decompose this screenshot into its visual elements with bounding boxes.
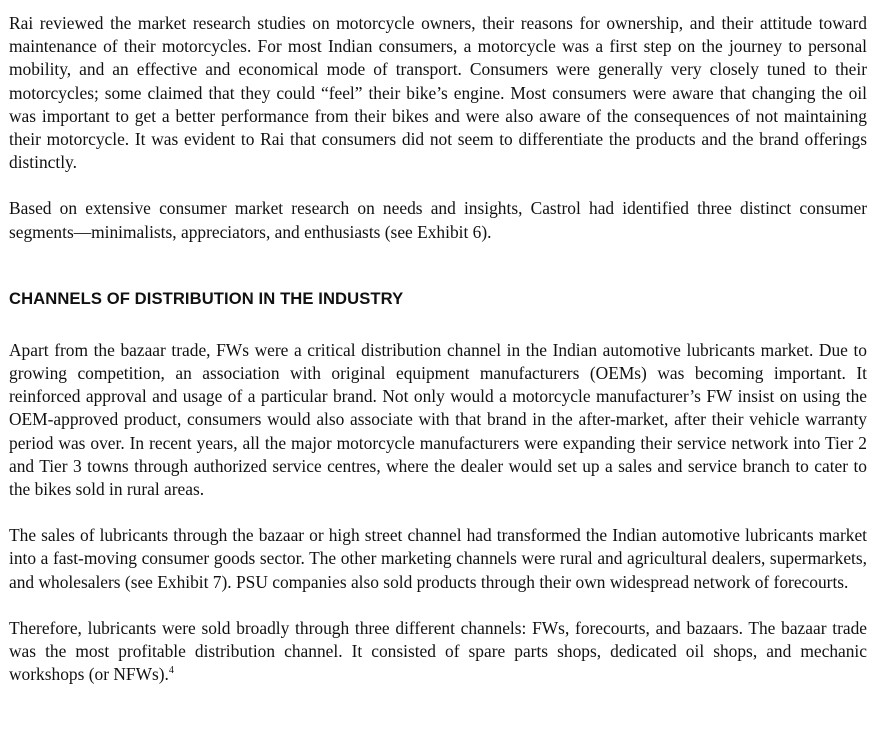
paragraph-three-channels-text: Therefore, lubricants were sold broadly through three different channels: FWs, forecourts, and bazaars. The bazaar trade was the most profitable distribution channel. It consisted of spare parts shops, dedicated oil shops, and mechanic workshops (or NFWs).: [9, 617, 867, 685]
footnote-marker[interactable]: 4: [168, 665, 174, 677]
paragraph-consumer-segments: Based on extensive consumer market research on needs and insights, Castrol had identified three distinct consumer segments—minimalists, appreciators, and enthusiasts (see Exhibit 6).: [9, 198, 867, 242]
section-heading: CHANNELS OF DISTRIBUTION IN THE INDUSTRY: [9, 288, 404, 308]
paragraph-bazaar-channel: The sales of lubricants through the bazaar or high street channel had transformed the Indian automotive lubricants market into a fast-moving consumer goods sector. The other marketing channels were rural and agricultural dealers, supermarkets, and wholesalers (see Exhibit 7). PSU companies also sold products through their own widespread network of forecourts.: [9, 525, 867, 592]
paragraph-fw-channel: Apart from the bazaar trade, FWs were a critical distribution channel in the Indian automotive lubricants market. Due to growing competition, an association with original equipment manufacturers (OEMs) was becoming important. It reinforced approval and usage of a particular brand. Not only would a motorcycle manufacturer’s FW insist on using the OEM-approved product, consumers would also associate with that brand in the after-market, after their vehicle warranty period was over. In recent years, all the major motorcycle manufacturers were expanding their service network into Tier 2 and Tier 3 towns through authorized service centres, where the dealer would set up a sales and service branch to cater to the bikes sold in rural areas.: [9, 339, 867, 500]
paragraph-consumer-research: Rai reviewed the market research studies on motorcycle owners, their reasons for ownership, and their attitude toward maintenance of their motorcycles. For most Indian consumers, a motorcycle was a first step on the journey to personal mobility, and an effective and economical mode of transport. Consumers were generally very closely tuned to their motorcycles; some claimed that they could “feel” their bike’s engine. Most consumers were aware that changing the oil was important to get a better performance from their bikes and were also aware of the consequences of not maintaining their motorcycle. It was evident to Rai that consumers did not seem to differentiate the products and the brand offerings distinctly.: [9, 13, 867, 173]
document-page: [9, 12, 867, 686]
paragraph-three-channels: [9, 617, 867, 687]
